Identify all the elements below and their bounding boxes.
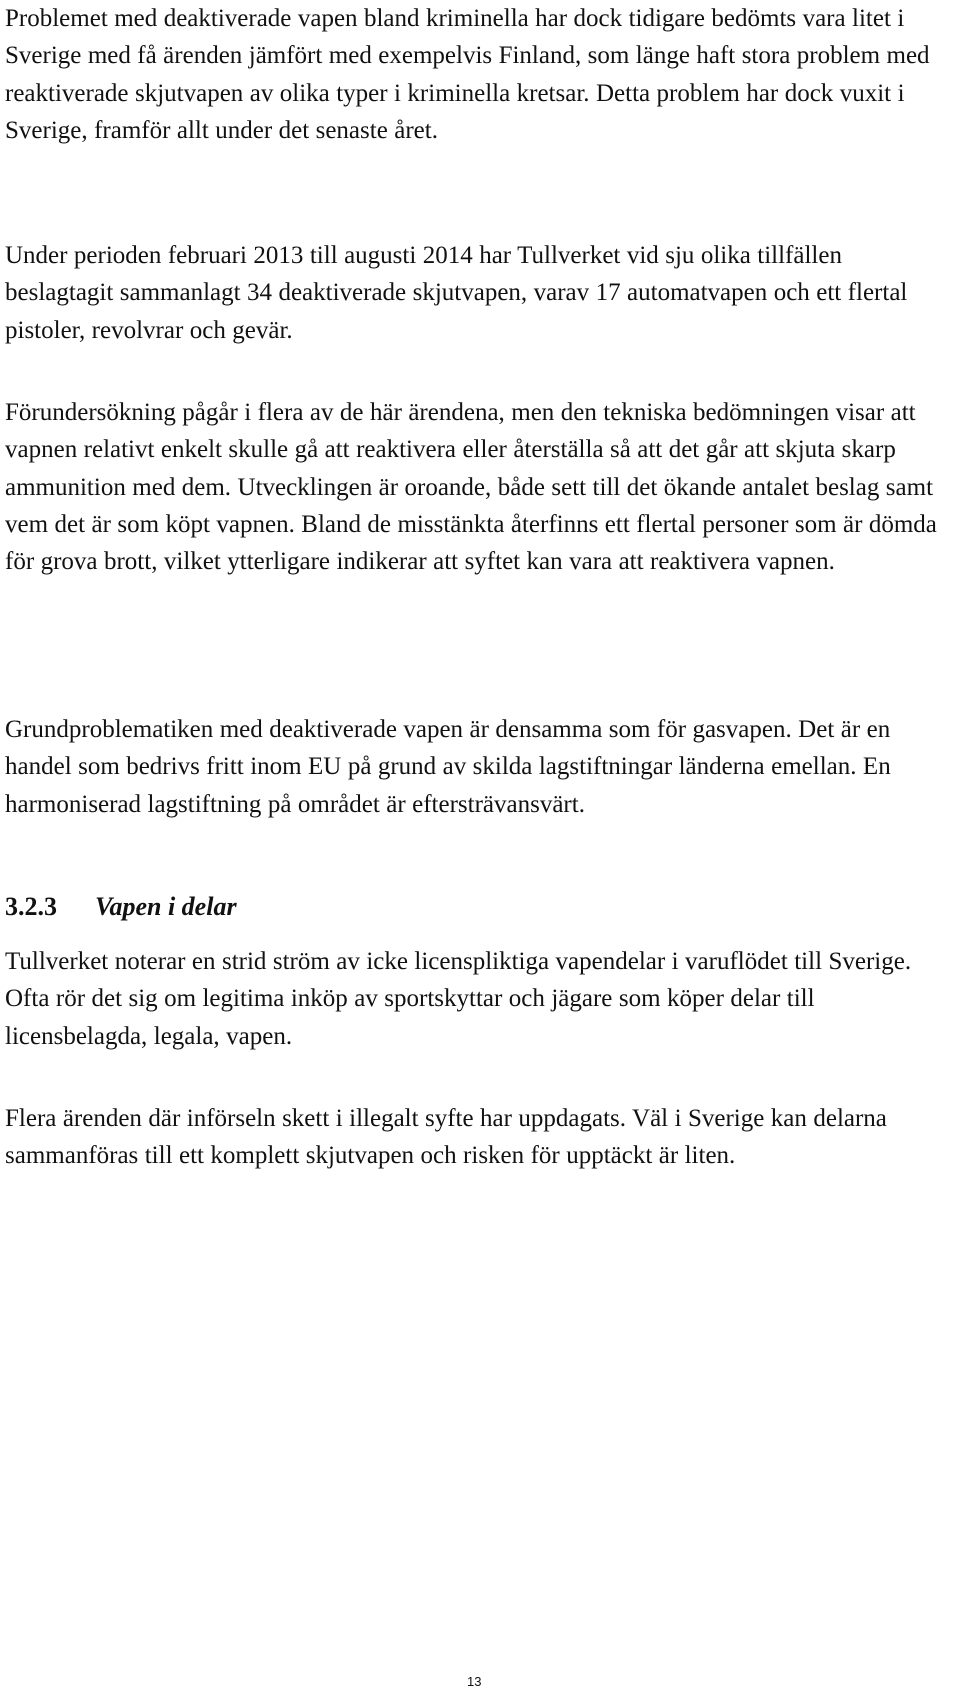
paragraph-illegal-import: Flera ärenden där införseln skett i illegalt syfte har uppdagats. Väl i Sverige kan delarna sammanföras till ett komplett skjutvapen och risken för upptäckt är liten. — [5, 1105, 887, 1170]
paragraph-deactivated-weapons-history: Problemet med deaktiverade vapen bland kriminella har dock tidigare bedömts vara litet i Sverige med få ärenden jämfört med exempelvis Finland, som länge haft stora problem med reaktiverade skjutvapen av olika typer i kriminella kretsar. Detta problem har dock vuxit i Sverige, framför allt under det senaste året. — [5, 5, 930, 144]
section-title: Vapen i delar — [95, 892, 237, 921]
paragraph-core-problem: Grundproblematiken med deaktiverade vapen är densamma som för gasvapen. Det är en handel som bedrivs fritt inom EU på grund av skilda lagstiftningar länderna emellan. En harmoniserad lagstiftning på området är eftersträvansvärt. — [5, 716, 891, 818]
paragraph-seizure-statistics: Under perioden februari 2013 till augusti 2014 har Tullverket vid sju olika tillfällen beslagtagit sammanlagt 34 deaktiverade skjutvapen, varav 17 automatvapen och ett flertal pistoler, revolvrar och gevär. — [5, 242, 908, 344]
paragraph-weapon-parts-flow: Tullverket noterar en strid ström av icke licenspliktiga vapendelar i varuflödet till Sverige. Ofta rör det sig om legitima inköp av sportskyttar och jägare som köper delar till licensbelagda, legala, vapen. — [5, 948, 912, 1050]
paragraph-investigation: Förundersökning pågår i flera av de här ärendena, men den tekniska bedömningen visar att vapnen relativt enkelt skulle gå att reaktivera eller återställa så att det går att skjuta skarp ammunition med dem. Utvecklingen är oroande, både sett till det ökande antalet beslag samt vem det är som köpt vapnen. Bland de misstänkta återfinns ett flertal personer som är dömda för grova brott, vilket ytterligare indikerar att syftet kan vara att reaktivera vapnen. — [5, 399, 937, 576]
section-heading — [5, 888, 237, 925]
page-number: 13 — [467, 1674, 482, 1689]
section-number: 3.2.3 — [5, 892, 57, 921]
